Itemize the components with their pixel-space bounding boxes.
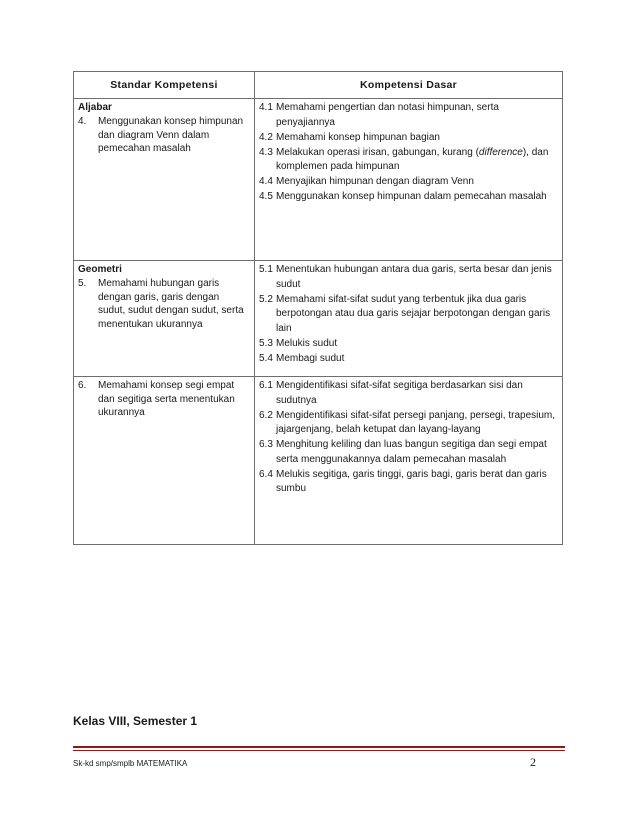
basic-number: 5.2	[259, 293, 273, 305]
basic-text: Memahami konsep himpunan bagian	[276, 131, 440, 143]
standard-item	[78, 115, 251, 156]
basic-item	[259, 409, 558, 438]
competency-table	[73, 71, 563, 545]
table-row	[74, 376, 562, 544]
basic-text: Mengidentifikasi sifat-sifat persegi panjang, persegi, trapesium, jajargenjang, belah ketupat dan layang-layang	[276, 409, 556, 435]
basic-item	[259, 379, 558, 408]
basic-item	[259, 352, 558, 367]
basic-text: Menggunakan konsep himpunan dalam pemecahan masalah	[276, 191, 547, 202]
table-header-row	[74, 72, 562, 98]
basic-number: 4.4	[259, 176, 273, 187]
footer-rule-thick	[73, 746, 565, 748]
basic-text: Membagi sudut	[276, 352, 345, 364]
standard-text: Memahami konsep segi empat dan segitiga serta menentukan ukurannya	[98, 380, 235, 418]
basic-number: 5.3	[259, 337, 273, 349]
standard-text: Memahami hubungan garis dengan garis, garis dengan sudut, sudut dengan sudut, serta menentukan ukurannya	[98, 278, 244, 330]
basic-number: 6.3	[259, 439, 273, 450]
standard-item	[78, 379, 251, 420]
basic-cell	[255, 99, 562, 260]
basic-cell	[255, 377, 562, 544]
basic-number: 6.2	[259, 409, 273, 421]
section-title: Aljabar	[78, 102, 112, 113]
basic-text-part: Melakukan operasi irisan, gabungan, kurang (	[276, 146, 479, 158]
standard-number: 5.	[78, 278, 87, 289]
class-semester-title: Kelas VIII, Semester 1	[73, 714, 198, 728]
standard-text: Menggunakan konsep himpunan dan diagram Venn dalam pemecahan masalah	[98, 116, 244, 154]
basic-number: 4.5	[259, 191, 273, 202]
basic-item	[259, 468, 558, 497]
section-title: Geometri	[78, 264, 122, 275]
basic-text: Memahami sifat-sifat sudut yang terbentuk jika dua garis berpotongan atau dua garis sejajar berpotongan dengan garis lain	[276, 293, 551, 334]
basic-item	[259, 175, 558, 190]
basic-number: 4.1	[259, 102, 273, 113]
table-row	[74, 260, 562, 376]
basic-text: Melukis sudut	[276, 337, 338, 349]
basic-number: 6.1	[259, 380, 273, 391]
basic-text: Memahami pengertian dan notasi himpunan, serta penyajiannya	[276, 102, 499, 128]
standard-item	[78, 277, 251, 331]
header-standar-kompetensi: Standar Kompetensi	[74, 72, 255, 98]
basic-item	[259, 101, 558, 130]
basic-text: Menghitung keliling dan luas bangun segitiga dan segi empat serta menggunakannya dalam pemecahan masalah	[276, 439, 547, 465]
basic-item	[259, 190, 558, 205]
basic-cell	[255, 261, 562, 376]
page-number: 2	[530, 755, 536, 769]
basic-number: 6.4	[259, 468, 273, 480]
basic-item	[259, 337, 558, 352]
footer-document-label: Sk-kd smp/smplb MATEMATIKA	[73, 759, 188, 768]
basic-number: 5.1	[259, 264, 273, 275]
basic-text: Menyajikan himpunan dengan diagram Venn	[276, 176, 474, 187]
basic-item	[259, 146, 558, 175]
basic-number: 4.2	[259, 131, 273, 143]
basic-item	[259, 131, 558, 146]
basic-number: 4.3	[259, 146, 273, 158]
basic-text: Melukis segitiga, garis tinggi, garis bagi, garis berat dan garis sumbu	[276, 468, 547, 494]
footer-rule-thin	[73, 750, 565, 751]
standard-cell	[74, 261, 255, 376]
standard-number: 6.	[78, 380, 87, 391]
basic-item	[259, 438, 558, 467]
basic-text-italic: difference	[478, 146, 523, 158]
standard-number: 4.	[78, 116, 87, 127]
header-kompetensi-dasar: Kompetensi Dasar	[360, 79, 457, 91]
basic-number: 5.4	[259, 352, 273, 364]
table-row	[74, 98, 562, 260]
standard-cell	[74, 377, 255, 544]
basic-text: Mengidentifikasi sifat-sifat segitiga berdasarkan sisi dan sudutnya	[276, 380, 523, 406]
basic-text-part: ), dan komplemen pada himpunan	[276, 146, 549, 172]
basic-text: Menentukan hubungan antara dua garis, serta besar dan jenis sudut	[276, 264, 552, 290]
basic-text	[276, 146, 558, 175]
basic-item	[259, 293, 558, 337]
basic-item	[259, 263, 558, 292]
standard-cell	[74, 99, 255, 260]
